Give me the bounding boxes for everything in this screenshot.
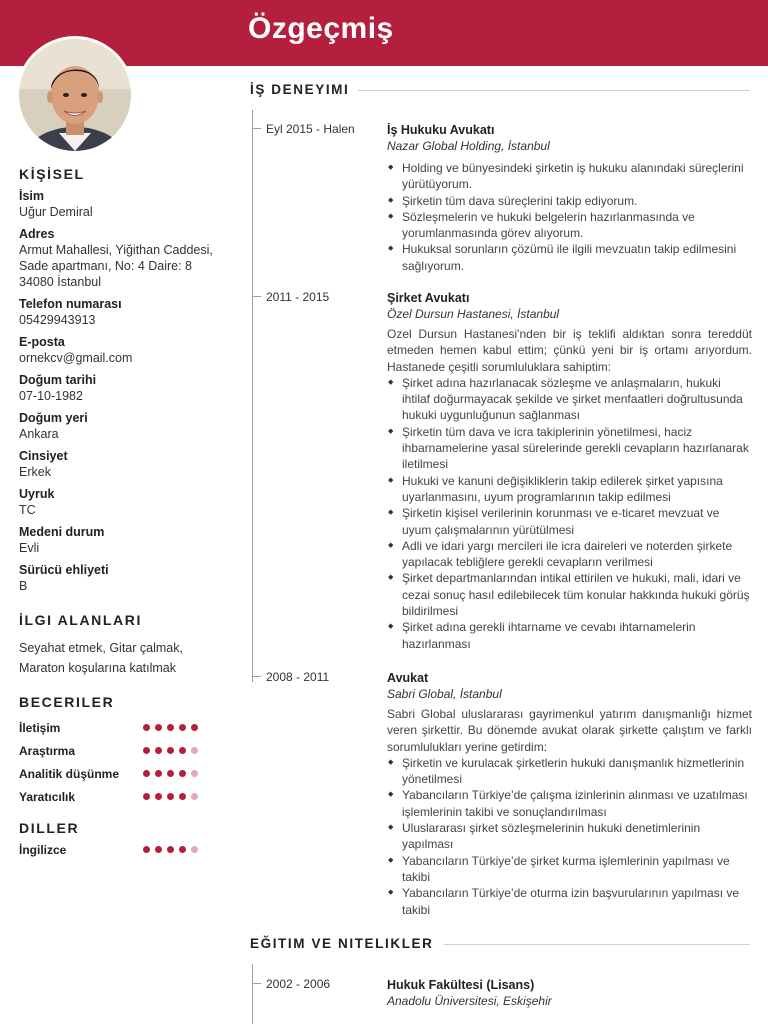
rating-dot-filled [155,770,162,777]
education-section-title: EĞITIM VE NITELIKLER [250,936,434,951]
rating-dot-filled [167,747,174,754]
rating-dot-filled [155,724,162,731]
rating-dot-filled [191,724,198,731]
job-title: Avukat [387,671,429,685]
languages-list [19,838,224,861]
bullet-item: ◆ Şirketin kişisel verilerinin korunması ve e-ticaret mevzuat ve uyum çalışmalarının yürütülmesi [387,505,752,538]
company: Sabri Global, İstanbul [387,687,502,701]
rating-dot-filled [143,846,150,853]
bullet-item: ◆ Şirket departmanlarından intikal ettirilen ve hukuki, mali, idari ve cezai sonuç hasıl edilebilecek tüm konular hakkında hukuki görüş bildirilmesi [387,570,752,619]
avatar [16,36,134,154]
language-rating [143,846,198,853]
bullet-list [387,160,752,274]
company: Nazar Global Holding, İstanbul [387,139,550,153]
bullet-item: ◆ Hukuki ve kanuni değişikliklerin takip edilerek şirket yapısına uyarlanmasını, uyum programlarının takip edilmesi [387,473,752,506]
skills-section-title: BECERILER [19,694,115,710]
driving-license-value: B [19,579,28,593]
entry-body [387,122,752,274]
rating-dot-filled [143,724,150,731]
bullet-item: ◆ Adli ve idari yargı mercileri ile icra daireleri ve noterden şirkete yapılacak tebliğlere gerekli cevapların verilmesi [387,538,752,571]
skill-rating [143,724,198,731]
personal-fields [19,189,224,594]
entry-date: 2008 - 2011 [266,670,330,684]
skill-row [19,739,224,762]
nationality-value: TC [19,503,36,517]
job-description: Sabri Global uluslararası gayrimenkul yatırım danışmanlığı hizmet veren şirkettir. Bu dönemde avukat olarak şirkette çalıştım ve farklı sorumlulukları yerine getirdim: [387,707,752,754]
entry-body [387,670,752,918]
skill-rating [143,747,198,754]
email-label: E-posta [19,335,65,349]
bullet-item: ◆ Uluslararası şirket sözleşmelerinin hukuki denetimlerinin yapılması [387,820,752,853]
skill-name: Analitik düşünme [19,766,120,781]
rating-dot-filled [179,846,186,853]
rating-dot-filled [143,747,150,754]
phone-label: Telefon numarası [19,297,122,311]
rating-dot-filled [179,747,186,754]
profile-photo [19,39,131,151]
company: Özel Dursun Hastanesi, İstanbul [387,307,560,321]
rating-dot-filled [143,770,150,777]
marital-status-value: Evli [19,541,40,555]
rating-dot-empty [191,846,198,853]
section-divider [444,944,750,945]
interests-text: Seyahat etmek, Gitar çalmak, Maraton koşularına katılmak [19,641,183,675]
skills-list [19,716,224,808]
bullet-item: ◆ Yabancıların Türkiye’de oturma izin başvurularının yapılması ve takibi [387,885,752,918]
bullet-item: ◆ Holding ve bünyesindeki şirketin iş hukuku alanındaki süreçlerini yürütüyorum. [387,160,752,193]
bullet-item: ◆ Şirketin tüm dava ve icra takiplerinin yönetilmesi, haciz ihbarnamelerine yasal sürelerinde gerekli cevapların hazırlanarak iletilmesi [387,424,752,473]
school: Anadolu Üniversitesi, Eskişehir [387,994,552,1008]
rating-dot-empty [191,770,198,777]
timeline-line [252,110,253,682]
name-label: İsim [19,189,45,203]
gender-value: Erkek [19,465,51,479]
entry-date: 2011 - 2015 [266,290,330,304]
languages-section-title: DILLER [19,820,80,836]
language-row [19,838,224,861]
rating-dot-filled [167,793,174,800]
bullet-item: ◆ Yabancıların Türkiye’de çalışma izinlerinin alınması ve uzatılması işlemlerinin takibi ve sonuçlandırılması [387,787,752,820]
timeline-tick [252,676,261,677]
rating-dot-filled [167,770,174,777]
bullet-item: ◆ Şirketin tüm dava süreçlerini takip ediyorum. [387,193,752,209]
phone-value: 05429943913 [19,313,96,327]
skill-name: Araştırma [19,743,76,758]
email-value: ornekcv@gmail.com [19,351,133,365]
bullet-list [387,375,752,652]
section-divider [358,90,750,91]
marital-status-label: Medeni durum [19,525,105,539]
bullet-item: ◆ Şirket adına hazırlanacak sözleşme ve anlaşmaların, hukuki ihtilaf doğurmayacak şekilde ve şirket menfaatleri doğrultusunda hukuki uygunluğunun sağlanması [387,375,752,424]
skill-rating [143,770,198,777]
rating-dot-filled [167,846,174,853]
driving-license-label: Sürücü ehliyeti [19,563,109,577]
bullet-item: ◆ Sözleşmelerin ve hukuki belgelerin hazırlanmasında ve yorumlanmasında görev alıyorum. [387,209,752,242]
interests-section-title: İLGI ALANLARI [19,612,142,628]
experience-section-title: İŞ DENEYIMI [250,82,350,97]
name-value: Uğur Demiral [19,205,93,219]
entry-body [387,977,752,1009]
personal-section-title: KİŞİSEL [19,166,85,182]
rating-dot-filled [155,846,162,853]
skill-rating [143,793,198,800]
bullet-item: ◆ Yabancıların Türkiye’de şirket kurma işlemlerinin yapılması ve takibi [387,853,752,886]
entry-date: 2002 - 2006 [266,977,331,991]
timeline-tick [252,296,261,297]
job-title: İş Hukuku Avukatı [387,123,495,137]
rating-dot-empty [191,747,198,754]
skill-name: İletişim [19,720,61,735]
birthdate-value: 07-10-1982 [19,389,83,403]
rating-dot-filled [167,724,174,731]
job-title: Şirket Avukatı [387,291,470,305]
rating-dot-filled [155,793,162,800]
skill-row [19,716,224,739]
gender-label: Cinsiyet [19,449,68,463]
timeline-tick [252,128,261,129]
rating-dot-empty [191,793,198,800]
rating-dot-filled [179,770,186,777]
nationality-label: Uyruk [19,487,55,501]
birthplace-value: Ankara [19,427,59,441]
timeline-tick [252,983,261,984]
birthplace-label: Doğum yeri [19,411,88,425]
skill-row [19,785,224,808]
entry-body [387,290,752,652]
degree-title: Hukuk Fakültesi (Lisans) [387,978,535,992]
bullet-list [387,755,752,918]
language-name: İngilizce [19,842,67,857]
address-value: Armut Mahallesi, Yiğithan Caddesi, Sade apartmanı, No: 4 Daire: 8 34080 İstanbul [19,243,213,289]
address-label: Adres [19,227,55,241]
skill-row [19,762,224,785]
sidebar [19,166,224,861]
job-description: Ozel Dursun Hastanesi'nden bir iş teklifi aldıktan sonra tereddüt etmeden hemen kabul ettim; çünkü yeni bir iş ortamı arıyordum. Hastanede çeşitli sorumluluklara sahiptim: [387,327,752,374]
timeline-line [252,964,253,1024]
bullet-item: ◆ Şirketin ve kurulacak şirketlerin hukuki danışmanlık hizmetlerinin yönetilmesi [387,755,752,788]
skill-name: Yaratıcılık [19,789,76,804]
page-title: Özgeçmiş [248,12,394,45]
bullet-item: ◆ Şirket adına gerekli ihtarname ve cevabı ihtarnamelerin hazırlanması [387,619,752,652]
entry-date: Eyl 2015 - Halen [266,122,355,136]
rating-dot-filled [179,793,186,800]
rating-dot-filled [155,747,162,754]
rating-dot-filled [179,724,186,731]
bullet-item: ◆ Hukuksal sorunların çözümü ile ilgili mevzuatın takip edilmesini sağlıyorum. [387,241,752,274]
birthdate-label: Doğum tarihi [19,373,97,387]
rating-dot-filled [143,793,150,800]
